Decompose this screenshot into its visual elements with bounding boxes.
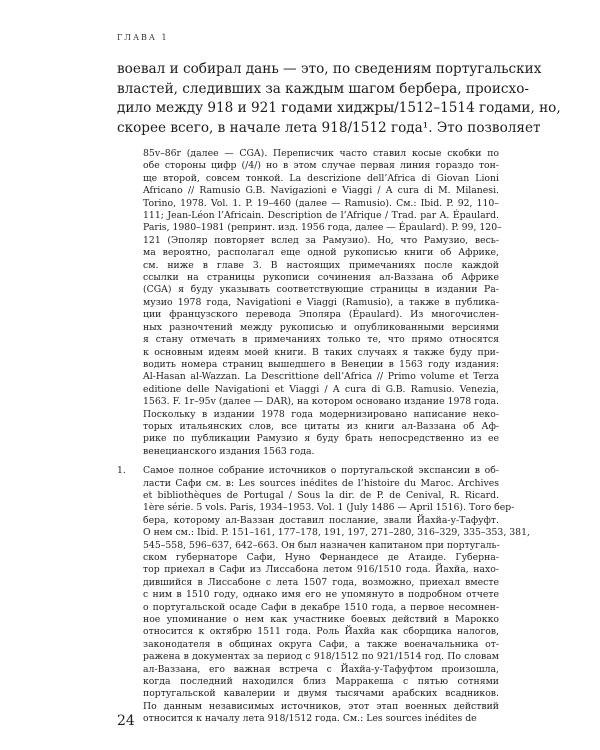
footnote-1	[117, 465, 530, 726]
footnote-line: 111; Jean-Léon l’Africain. Description de l’Afrique / Trad. par A. Épaulard.	[143, 210, 499, 222]
footnote-line: дившийся в Лиссабоне с лета 1507 года, возможно, приехал вместе	[143, 576, 499, 588]
footnote-line: 121 (Эполяр повторяет вслед за Рамузио). Но, что Рамузио, весь-	[143, 234, 499, 246]
footnote-line: с ним в 1510 году, однако имя его не упомянуто в подробном отчете	[143, 589, 499, 601]
footnote-line: торых итальянских слов, все цитаты из книги ал-Ваззана об Аф-	[143, 420, 499, 432]
footnote-line: рике по публикации Рамузио я буду брать непосредственно из ее	[143, 433, 499, 445]
main-text-line: воевал и собирал дань — это, по сведениям португальских	[117, 61, 542, 77]
footnote-line: Africano // Ramusio G.B. Navigazioni e Viaggi / A cura di M. Milanesi.	[143, 185, 499, 197]
page-number: 24	[117, 713, 135, 729]
footnote-line: относится к началу лета 918/1512 года. См.: Les sources inédites de	[143, 713, 477, 725]
footnotes	[117, 148, 530, 726]
footnote-line: По данным независимых источников, этот этап военных действий	[143, 700, 499, 712]
footnote-line: законодателя в общинах округа Сафи, а также военачальника от-	[143, 638, 499, 650]
footnote-line: 1563. F. 1r–95v (далее — DAR), на котором основано издание 1978 года.	[143, 396, 499, 408]
footnote-line: обе стороны цифр (/4/) но в этом случае первая линия гораздо тон-	[143, 160, 499, 172]
footnote-line: относится к октябрю 1511 года. Роль Йахйа как сборщика налогов,	[143, 626, 499, 638]
footnote-line: водить номера страниц вышедшего в Венеции в 1563 году издания:	[143, 358, 499, 370]
footnote-line: когда последний находился близ Марракеша с пятью сотнями	[143, 676, 499, 688]
footnote-line: см. ниже в главе 3. В настоящих примечаниях после каждой	[143, 259, 499, 271]
footnote-line: к основным идеям моей книги. В таких случаях я также буду при-	[143, 346, 499, 358]
footnote-line: ных разночтений между рукописью и опубликованными версиями	[143, 321, 499, 333]
footnote-line: ще второй, совсем тонкой. La descrizione dell’Africa di Giovan Lioni	[143, 172, 499, 184]
footnote-line: музио 1978 года, Navigationi e Viaggi (Ramusio), а также в публика-	[143, 296, 499, 308]
footnote-line: я стану отмечать в примечаниях только те, что прямо относятся	[143, 334, 499, 346]
footnote-line: Paris, 1980–1981 (репринт. изд. 1956 года, далее — Épaulard). P. 99, 120–	[143, 222, 502, 234]
footnote-line: Torino, 1978. Vol. 1. P. 19–460 (далее — Ramusio). См.: Ibid. P. 92, 110–	[143, 197, 499, 209]
footnote-line: 85v–86r (далее — CGA). Переписчик часто ставил косые скобки по	[143, 148, 499, 159]
footnote-line: португальской кавалерии и двумя тысячами арабских всадников.	[143, 688, 499, 700]
footnote-line: ное упоминание о нем как участнике боевых действий в Марокко	[143, 614, 499, 626]
footnote-line: ражена в документах за период с 918/1512 по 921/1514 год. По словам	[143, 651, 499, 663]
footnote-line: ции французского перевода Эполяра (Épaulard). Из многочислен-	[143, 309, 499, 321]
footnote-line: венецианского издания 1563 года.	[143, 445, 315, 457]
footnote-line: 545–558, 596–637, 642–663. Он был назначен капитаном при португаль-	[143, 539, 500, 551]
main-text-line: дило между 918 и 921 годами хиджры/1512–1514 годами, но,	[117, 100, 561, 116]
footnote-line: et bibliothèques de Portugal / Sous la dir. de P. de Cenival, R. Ricard.	[143, 489, 499, 501]
footnote-line: Поскольку в издании 1978 года модернизировано написание неко-	[143, 408, 499, 420]
footnote-line: 1ère série. 5 vols. Paris, 1934–1953. Vol. 1 (July 1486 — April 1516). Того бер-	[143, 502, 515, 514]
footnote-number: 1.	[117, 465, 126, 477]
footnote-line: ссылки на страницы рукописи сочинения ал-Ваззана об Африке	[143, 272, 499, 284]
footnote-line: ском губернаторе Сафи, Нуно Фернандесе де Атаиде. Губерна-	[143, 552, 499, 563]
running-head: ГЛАВА 1	[117, 33, 169, 42]
footnote-line: editione delle Navigationi et Viaggi / A cura di G.B. Ramusio. Venezia,	[143, 383, 499, 395]
footnote-continued	[117, 148, 502, 458]
main-text-line: скорее всего, в начале лета 918/1512 года¹. Это позволяет	[117, 119, 541, 136]
footnote-line: О нем см.: Ibid. P. 151–161, 177–178, 191, 197, 271–280, 316–329, 335–353, 381,	[143, 527, 530, 539]
main-text-line: властей, следивших за каждым шагом бербера, происхо-	[117, 80, 529, 97]
footnote-line: ма вероятно, располагал еще одной рукописью книги об Африке,	[143, 247, 499, 259]
footnote-line: Al-Hasan al-Wazzan. La Descrittione dell’Africa // Primo volume et Terza	[143, 371, 499, 383]
main-text	[117, 60, 561, 138]
footnote-line: тор приехал в Сафи из Лиссабона летом 916/1510 года. Йахйа, нахо-	[143, 564, 499, 576]
footnote-line: ласти Сафи см. в: Les sources inédites de l’histoire du Maroc. Archives	[143, 477, 499, 489]
footnote-line: ал-Ваззана, его важная встреча с Йахйа-у-Тафуфтом произошла,	[143, 663, 499, 675]
footnote-line: (CGA) я буду указывать соответствующие страницы в издании Ра-	[143, 284, 499, 296]
footnote-line: бера, которому ал-Ваззан доставил послание, звали Йахйа-у-Тафуфт.	[143, 514, 499, 526]
footnote-line: о португальской осаде Сафи в декабре 1510 года, а первое несомнен-	[143, 601, 499, 613]
footnote-line: Самое полное собрание источников о португальской экспансии в об-	[143, 465, 499, 477]
